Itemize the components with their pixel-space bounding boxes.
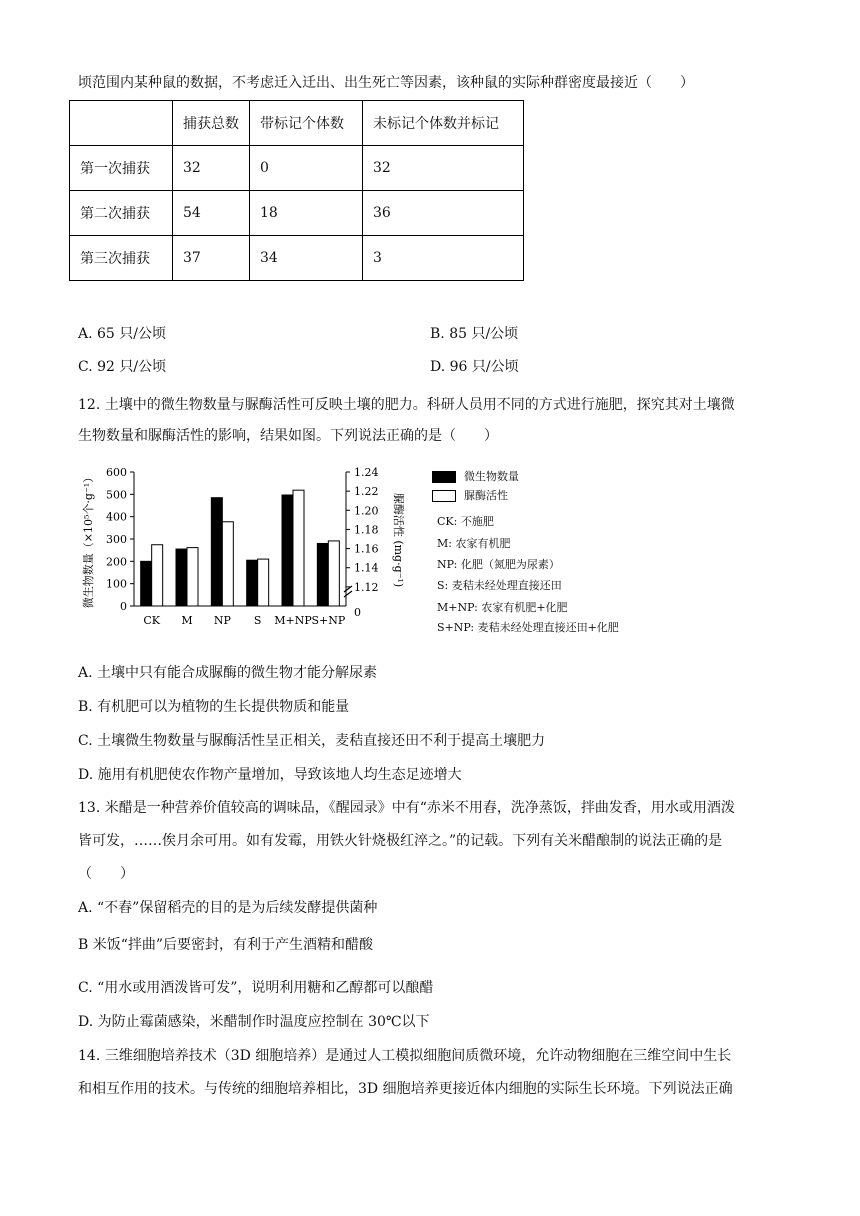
q12-bar-chart — [70, 460, 430, 630]
bar-urease-activity — [328, 541, 339, 606]
q13-stem-line3: （ ） — [78, 866, 134, 882]
bar-microbe-count — [247, 560, 258, 606]
right-axis-label: 脲酶活性 (mg·g⁻¹) — [392, 492, 405, 588]
right-axis-tick-label: 1.20 — [354, 504, 379, 518]
table-header-cell — [70, 101, 173, 146]
bar-urease-activity — [187, 548, 198, 606]
q13-option-b[interactable]: B 米饭“拌曲”后要密封，有利于产生酒精和醋酸 — [78, 937, 374, 953]
table-header-cell: 带标记个体数 — [250, 101, 363, 146]
table-row — [70, 236, 524, 281]
q11-option-c[interactable]: C. 92 只/公顷 — [78, 359, 167, 375]
bar-urease-activity — [152, 545, 163, 606]
q12-stem-line2: 生物数量和脲酶活性的影响，结果如图。下列说法正确的是（ ） — [78, 428, 498, 444]
axis-break-mark — [344, 591, 352, 597]
q13-stem-line2: 皆可发，……俟月余可用。如有发霉，用铁火针烧极红淬之。”的记载。下列有关米醋酿制的说法正确的是 — [78, 833, 723, 849]
table-cell: 34 — [250, 236, 363, 281]
q13-option-c[interactable]: C. “用水或用酒泼皆可发”，说明利用糖和乙醇都可以酿醋 — [78, 980, 434, 996]
table-cell: 第二次捕获 — [70, 191, 173, 236]
legend-note: M: 农家有机肥 — [437, 537, 511, 550]
left-axis-tick-label: 100 — [106, 577, 127, 591]
left-axis-tick-label: 200 — [106, 555, 127, 569]
bar-microbe-count — [176, 549, 187, 606]
q12-option-a[interactable]: A. 土壤中只有能合成脲酶的微生物才能分解尿素 — [78, 665, 378, 681]
capture-data-table — [69, 100, 524, 281]
q13-option-a[interactable]: A. “不舂”保留稻壳的目的是为后续发酵提供菌种 — [78, 900, 378, 916]
legend-swatch-white — [432, 490, 456, 502]
table-cell: 3 — [363, 236, 524, 281]
q12-option-d[interactable]: D. 施用有机肥使农作物产量增加，导致该地人均生态足迹增大 — [78, 767, 462, 783]
table-cell: 18 — [250, 191, 363, 236]
table-cell: 36 — [363, 191, 524, 236]
table-cell: 第三次捕获 — [70, 236, 173, 281]
left-axis-tick-label: 600 — [106, 466, 127, 479]
table-cell: 37 — [173, 236, 250, 281]
legend-item — [432, 468, 519, 486]
right-axis-tick-label: 1.14 — [354, 561, 379, 575]
x-axis-category-label: S — [253, 614, 262, 627]
legend-note: S+NP: 麦秸未经处理直接还田+化肥 — [437, 621, 619, 634]
legend-note: S: 麦秸未经处理直接还田 — [437, 579, 562, 592]
chart-plot-area — [106, 466, 379, 627]
bar-urease-activity — [222, 522, 233, 606]
table-header-cell: 捕获总数 — [173, 101, 250, 146]
bar-urease-activity — [293, 490, 304, 606]
q11-option-b[interactable]: B. 85 只/公顷 — [430, 326, 519, 342]
left-axis-tick-label: 300 — [106, 533, 127, 546]
q13-stem-line1: 13. 米醋是一种营养价值较高的调味品，《醒园录》中有“赤米不用舂，洗净蒸饭，拌曲发香，用水或用酒泼 — [78, 800, 735, 816]
bar-microbe-count — [317, 543, 328, 606]
table-cell: 54 — [173, 191, 250, 236]
legend-label: 脲酶活性 — [464, 489, 508, 502]
table-cell: 32 — [173, 146, 250, 191]
legend-note: M+NP: 农家有机肥+化肥 — [437, 601, 568, 614]
x-axis-category-label: NP — [213, 614, 231, 627]
q12-stem-line1: 12. 土壤中的微生物数量与脲酶活性可反映土壤的肥力。科研人员用不同的方式进行施肥，探究其对土壤微 — [78, 397, 735, 413]
x-axis-category-label: M+NP — [274, 614, 312, 627]
left-axis-tick-label: 500 — [106, 488, 127, 502]
left-axis-label: 微生物数量（×10⁵个·g⁻¹） — [82, 471, 95, 609]
q12-option-c[interactable]: C. 土壤微生物数量与脲酶活性呈正相关，麦秸直接还田不利于提高土壤肥力 — [78, 733, 546, 749]
question-11-stem-tail: 顷范围内某种鼠的数据，不考虑迁入迁出、出生死亡等因素，该种鼠的实际种群密度最接近（ ） — [78, 75, 694, 91]
right-axis-tick-label: 0 — [354, 606, 361, 619]
x-axis-category-label: S+NP — [311, 614, 346, 627]
table-cell: 0 — [250, 146, 363, 191]
legend-note: CK: 不施肥 — [437, 515, 494, 528]
left-axis-tick-label: 400 — [106, 510, 127, 524]
x-axis-category-label: M — [181, 614, 193, 627]
legend-swatch-black — [432, 471, 456, 483]
legend-item — [432, 487, 508, 505]
right-axis-tick-label: 1.16 — [354, 542, 379, 556]
q11-option-d[interactable]: D. 96 只/公顷 — [430, 359, 519, 375]
bar-microbe-count — [141, 561, 152, 606]
bar-microbe-count — [211, 498, 222, 606]
table-header-row — [70, 101, 524, 146]
right-axis-tick-label: 1.22 — [354, 485, 379, 499]
bar-microbe-count — [282, 495, 293, 606]
table-header-cell: 未标记个体数并标记 — [363, 101, 524, 146]
q14-stem-line1: 14. 三维细胞培养技术（3D 细胞培养）是通过人工模拟细胞间质微环境，允许动物细胞在三维空间中生长 — [78, 1048, 732, 1064]
table-row — [70, 191, 524, 236]
q12-option-b[interactable]: B. 有机肥可以为植物的生长提供物质和能量 — [78, 699, 350, 715]
left-axis-tick-label: 0 — [120, 600, 127, 613]
right-axis-tick-label: 1.18 — [354, 523, 379, 537]
right-axis-tick-label: 1.12 — [354, 580, 379, 594]
table-cell: 32 — [363, 146, 524, 191]
table-cell: 第一次捕获 — [70, 146, 173, 191]
q14-stem-line2: 和相互作用的技术。与传统的细胞培养相比，3D 细胞培养更接近体内细胞的实际生长环境。下列说法正确 — [78, 1081, 733, 1097]
x-axis-category-label: CK — [143, 614, 160, 627]
right-axis-tick-label: 1.24 — [354, 466, 379, 479]
legend-note: NP: 化肥（氮肥为尿素） — [437, 558, 560, 571]
legend-label: 微生物数量 — [464, 470, 519, 483]
bar-urease-activity — [258, 559, 269, 606]
q13-option-d[interactable]: D. 为防止霉菌感染，米醋制作时温度应控制在 30℃以下 — [78, 1014, 430, 1030]
table-row — [70, 146, 524, 191]
q11-option-a[interactable]: A. 65 只/公顷 — [78, 326, 166, 342]
